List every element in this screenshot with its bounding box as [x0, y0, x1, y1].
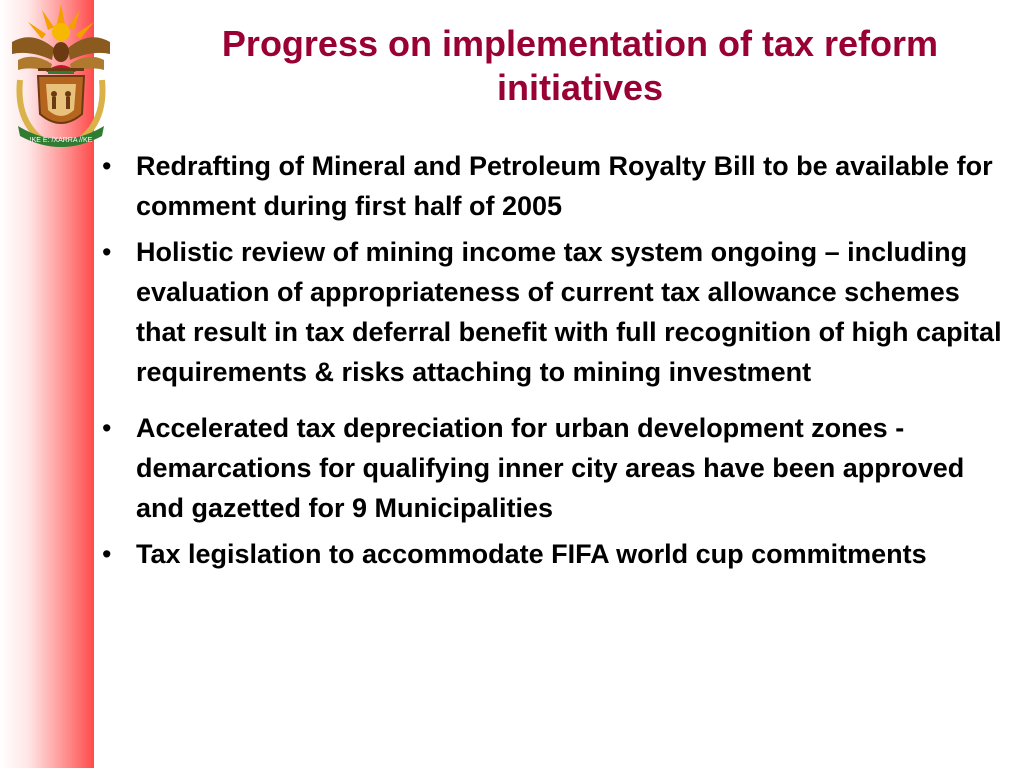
bullet-dot: •	[102, 237, 112, 267]
svg-text:!KE E: /XARRA //KE: !KE E: /XARRA //KE	[29, 137, 93, 144]
bullet-text: Holistic review of mining income tax system ongoing – including evaluation of appropriateness of current tax allowance schemes that result in tax deferral benefit with full recognition of high capital requirements & risks attaching to mining investment	[136, 237, 1002, 387]
bullet-text: Tax legislation to accommodate FIFA world cup commitments	[136, 539, 927, 569]
bullet-list	[98, 146, 1008, 574]
bullet-dot: •	[102, 413, 112, 443]
bullet-item	[98, 232, 1008, 392]
bullet-item	[98, 146, 1008, 226]
bullet-item	[98, 408, 1008, 528]
bullet-item	[98, 534, 1008, 574]
coat-of-arms-icon	[2, 2, 120, 152]
slide-title: Progress on implementation of tax reform initiatives	[221, 23, 939, 108]
bullet-dot: •	[102, 151, 112, 181]
bullet-dot: •	[102, 539, 112, 569]
bullet-text: Redrafting of Mineral and Petroleum Royalty Bill to be available for comment during first half of 2005	[136, 151, 993, 221]
bullet-text: Accelerated tax depreciation for urban development zones - demarcations for qualifying inner city areas have been approved and gazetted for 9 Municipalities	[136, 413, 965, 523]
